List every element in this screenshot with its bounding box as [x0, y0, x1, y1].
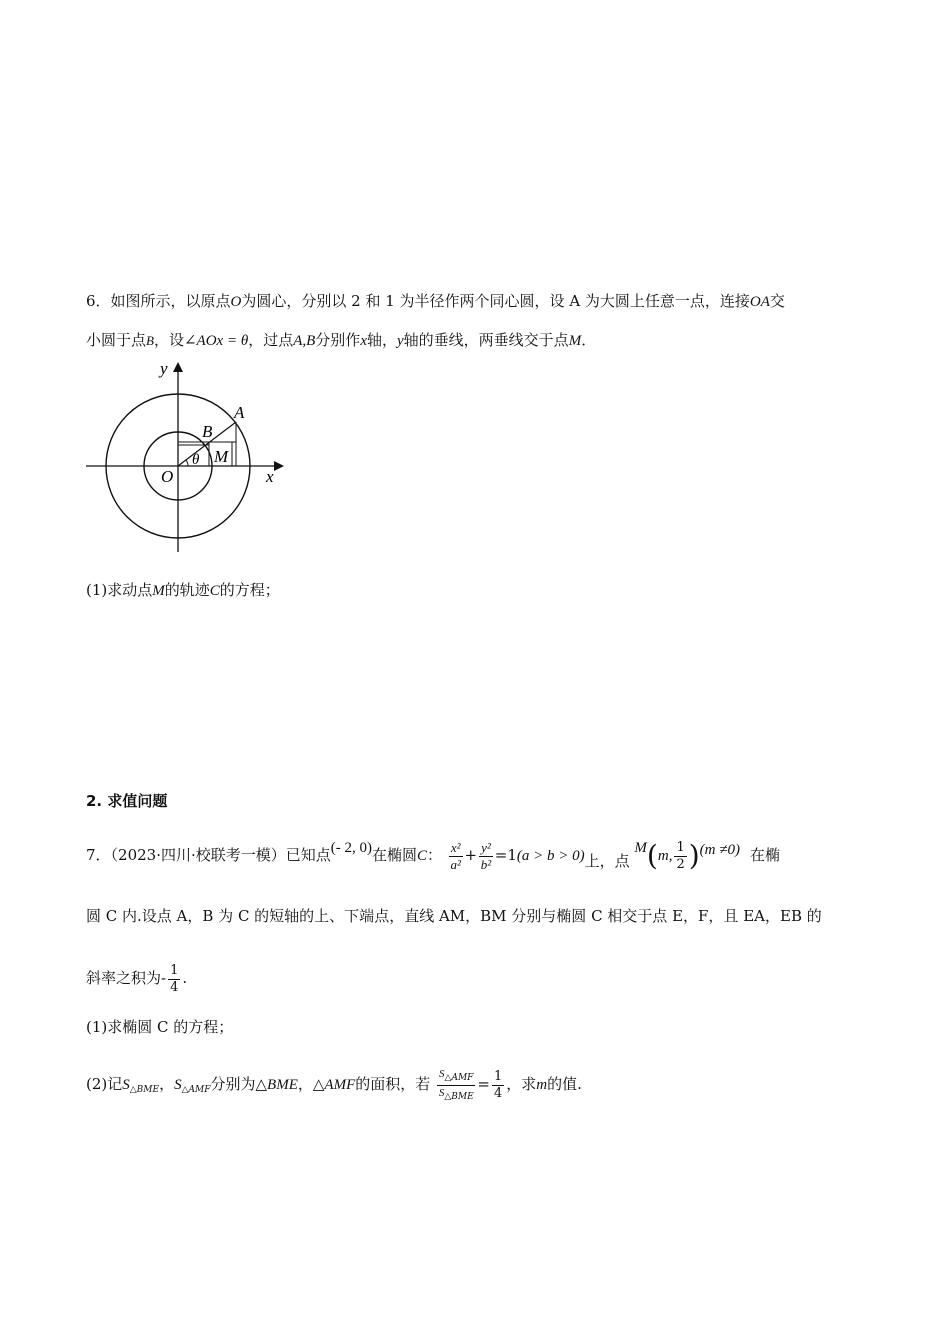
q7-text: ： [427, 846, 443, 864]
plus-sign: + [464, 846, 478, 864]
q7-text: ， [297, 1075, 313, 1093]
label-x: x [266, 467, 274, 486]
x-axis-arrow [274, 461, 284, 471]
label-y: y [160, 359, 168, 378]
q6-text: 分别作 [315, 331, 361, 349]
q6-point-m: M [568, 333, 582, 349]
label-a: A [234, 403, 245, 422]
denominator: b² [480, 856, 492, 872]
area-symbol: S [439, 1067, 445, 1080]
coord-m: m, [657, 848, 673, 864]
q7-text: 7．（2023·四川·校联考一模）已知点 [86, 846, 331, 864]
numerator: 1 [170, 962, 179, 978]
q7-text: 在椭 [749, 846, 780, 864]
q6-text: 轴， [366, 331, 397, 349]
q6-text: 轴的垂线，两垂线交于点 [403, 331, 569, 349]
q6-text: 的方程； [219, 581, 280, 599]
q6-text: 的轨迹 [164, 581, 210, 599]
area-symbol: S [122, 1077, 130, 1093]
numerator: x² [450, 839, 461, 855]
angle-arc [186, 460, 188, 466]
denominator: a² [450, 856, 461, 872]
q7-text: ，求 [506, 1075, 537, 1093]
fraction-area-ratio [437, 1067, 475, 1104]
q7-text: 在椭圆 [372, 846, 418, 864]
equals-sign: = [477, 1075, 490, 1093]
subscript-amf: △AMF [181, 1085, 211, 1095]
q6-text: ． [581, 331, 597, 349]
fraction-y2-b2 [479, 840, 493, 873]
q6-points-ab: A,B [293, 333, 316, 349]
numerator: 1 [676, 839, 685, 855]
label-o: O [161, 467, 174, 486]
denominator: 4 [494, 1085, 503, 1101]
section-heading: 2. 求值问题 [86, 792, 168, 810]
area-symbol: S [438, 1086, 445, 1099]
variable-m: m [536, 1077, 548, 1093]
q7-point: (- 2, 0) [330, 840, 373, 856]
q7-text: 的值. [547, 1075, 582, 1093]
q6-point-m: M [152, 583, 165, 599]
label-theta: θ [192, 452, 200, 468]
q6-x-axis: x [360, 333, 367, 349]
q7-line-2: 圆 C 内.设点 A，B 为 C 的短轴的上、下端点，直线 AM，BM 分别与椭圆 C 相交于点 E，F，且 EA，EB 的 [86, 907, 822, 925]
q7-text: . [182, 969, 188, 987]
fraction-one-half [674, 840, 686, 873]
q7-part-2 [86, 1064, 582, 1110]
denominator: 4 [170, 979, 179, 995]
concentric-circles-figure [84, 358, 284, 558]
q6-text: 交 [769, 292, 785, 310]
q6-curve-c: C [209, 583, 220, 599]
q6-point-b: B [146, 333, 154, 348]
q6-part-1 [86, 579, 280, 602]
equals-one: =1 [494, 846, 517, 864]
right-paren: ) [688, 839, 700, 872]
area-symbol: S [174, 1077, 182, 1093]
fraction-one-quarter-2 [492, 1069, 504, 1102]
q6-text: 6．如图所示，以原点 [86, 292, 231, 310]
q6-angle-formula: ∠AOx = θ [183, 333, 249, 349]
numerator: 1 [494, 1068, 503, 1084]
q7-line-1 [86, 820, 780, 876]
q7-point-m: M [634, 840, 647, 856]
q6-text: ，过点 [248, 331, 294, 349]
q7-text: 斜率之积为 [86, 969, 162, 987]
label-m: M [214, 447, 229, 466]
q6-text: ，设 [153, 331, 184, 349]
denominator: 2 [676, 856, 685, 872]
q6-text: 为圆心，分别以 2 和 1 为半径作两个同心圆，设 A 为大圆上任意一点，连接 [241, 292, 750, 310]
q6-line-1 [86, 290, 785, 313]
q7-text: 的面积，若 [355, 1075, 431, 1093]
q6-line-2 [86, 329, 596, 352]
subscript-bme: △BME [444, 1091, 474, 1102]
triangle-bme: △BME [255, 1077, 298, 1093]
numerator: y² [481, 839, 491, 855]
denominator [437, 1086, 475, 1104]
q7-text: ， [159, 1075, 175, 1093]
q7-line-3 [86, 958, 187, 998]
q7-ellipse-c: C [417, 848, 428, 864]
y-axis-arrow [173, 362, 183, 372]
q7-text: 上，点 [584, 852, 630, 870]
q7-part-1: (1)求椭圆 C 的方程； [86, 1018, 234, 1036]
fraction-x2-a2 [449, 840, 463, 873]
q6-origin: O [230, 294, 242, 310]
q6-y-axis: y [397, 333, 404, 349]
label-b: B [202, 422, 213, 441]
condition-m: (m ≠0) [699, 842, 740, 858]
minus-sign: - [161, 969, 167, 987]
left-paren: ( [646, 839, 658, 872]
subscript-bme: △BME [129, 1085, 160, 1095]
numerator [437, 1067, 475, 1086]
q6-segment-oa: OA [749, 294, 770, 310]
q7-text: 分别为 [210, 1075, 256, 1093]
condition-a-b: (a > b > 0) [516, 848, 585, 864]
q6-text: (1)求动点 [86, 581, 153, 599]
triangle-amf: △AMF [312, 1077, 356, 1093]
subscript-amf: △AMF [444, 1072, 474, 1083]
fraction-one-quarter [168, 963, 180, 996]
q6-text: 小圆于点 [86, 331, 147, 349]
q7-text: (2)记 [86, 1075, 123, 1093]
